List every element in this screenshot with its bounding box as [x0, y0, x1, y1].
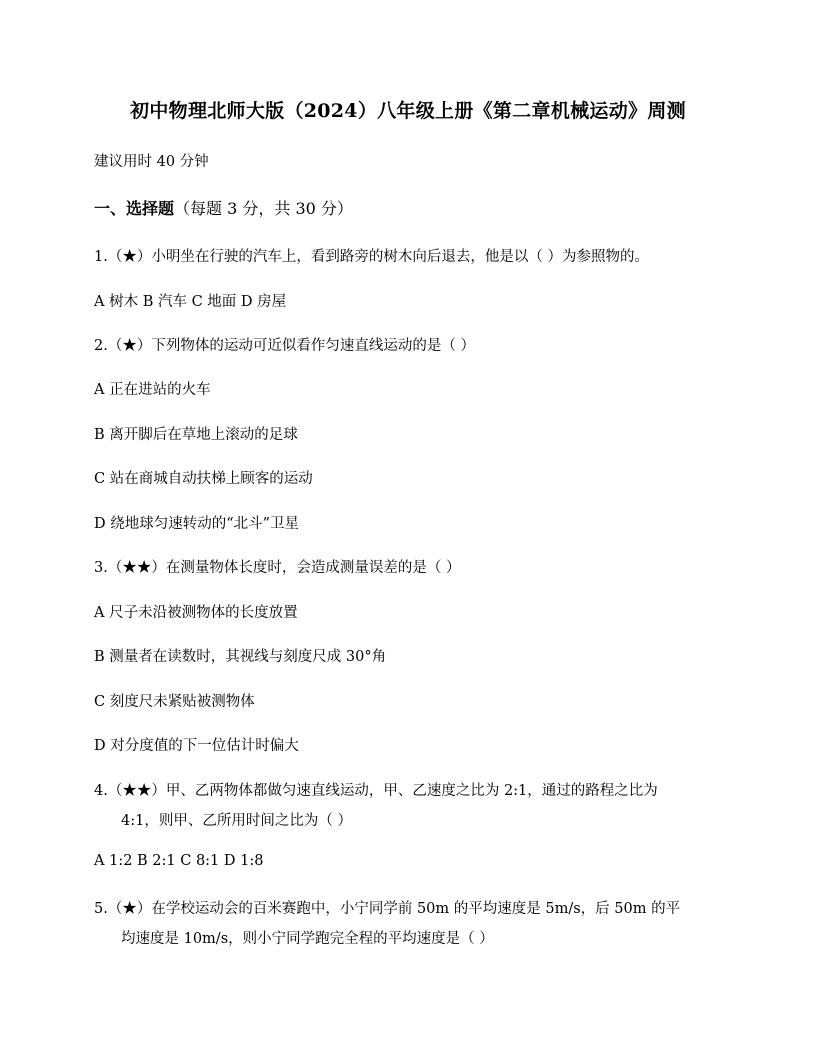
question-1-stem: 1.（★）小明坐在行驶的汽车上，看到路旁的树木向后退去，他是以（ ）为参照物的。	[94, 249, 649, 265]
question-3-option-d: D 对分度值的下一位估计时偏大	[94, 738, 299, 754]
question-5-stem-line2: 均速度是 10m/s，则小宁同学跑完全程的平均速度是（ ）	[121, 931, 494, 947]
question-1-options: A 树木 B 汽车 C 地面 D 房屋	[94, 294, 287, 310]
section-heading-label: 一、选择题	[94, 199, 175, 218]
question-3-option-b: B 测量者在读数时，其视线与刻度尺成 30°角	[94, 649, 387, 665]
question-3-option-a: A 尺子未沿被测物体的长度放置	[94, 605, 298, 621]
question-4-stem-line1: 4.（★★）甲、乙两物体都做匀速直线运动，甲、乙速度之比为 2:1，通过的路程之比为	[94, 783, 658, 799]
question-2-option-a: A 正在进站的火车	[94, 382, 211, 398]
page-title: 初中物理北师大版（2024）八年级上册《第二章机械运动》周测	[130, 100, 686, 122]
question-2-stem: 2.（★）下列物体的运动可近似看作匀速直线运动的是（ ）	[94, 338, 475, 354]
question-2-option-d: D 绕地球匀速转动的“北斗”卫星	[94, 516, 300, 532]
section-heading-note: （每题 3 分，共 30 分）	[174, 199, 353, 218]
question-4-options: A 1:2 B 2:1 C 8:1 D 1:8	[94, 853, 264, 869]
question-3-option-c: C 刻度尺未紧贴被测物体	[94, 694, 255, 710]
time-note: 建议用时 40 分钟	[94, 154, 209, 170]
question-5-stem-line1: 5.（★）在学校运动会的百米赛跑中，小宁同学前 50m 的平均速度是 5m/s，后 50m 的平	[94, 901, 681, 917]
section-heading	[94, 196, 353, 219]
question-4-stem-line2: 4:1，则甲、乙所用时间之比为（ ）	[121, 813, 352, 829]
question-2-option-b: B 离开脚后在草地上滚动的足球	[94, 427, 298, 443]
question-3-stem: 3.（★★）在测量物体长度时，会造成测量误差的是（ ）	[94, 560, 461, 576]
question-2-option-c: C 站在商城自动扶梯上顾客的运动	[94, 471, 313, 487]
